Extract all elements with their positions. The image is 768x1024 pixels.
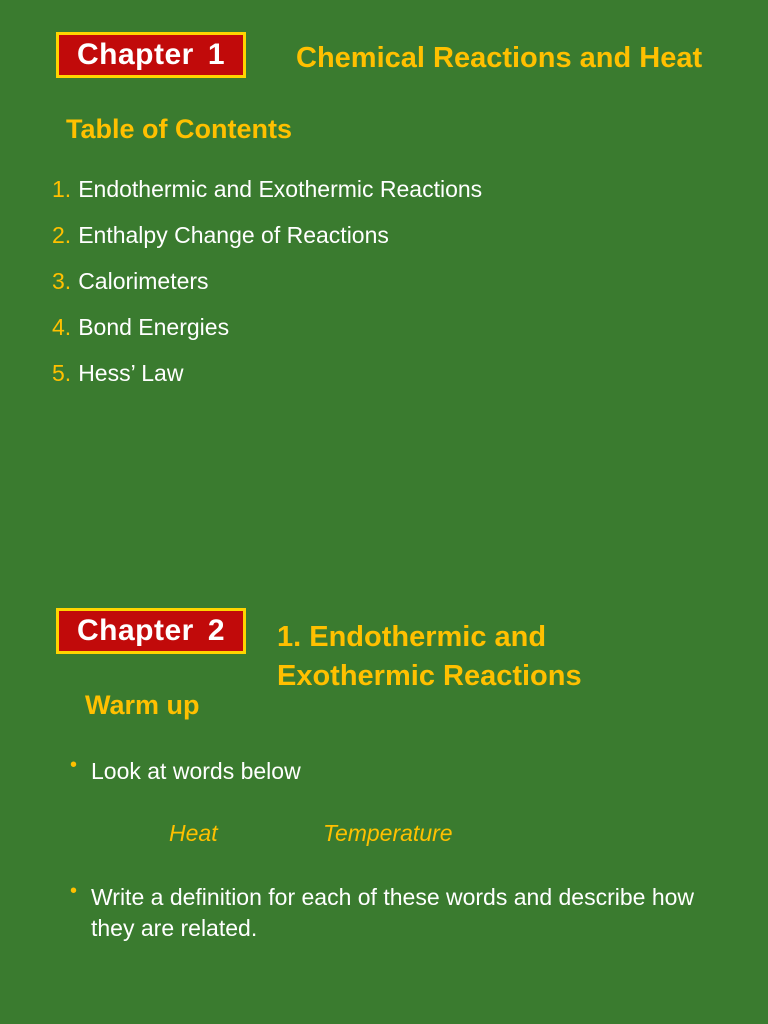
toc-item bbox=[52, 174, 482, 220]
toc-item-number: 3. bbox=[52, 268, 72, 294]
toc-item-label: Endothermic and Exothermic Reactions bbox=[78, 176, 483, 202]
section-title-line: Exothermic Reactions bbox=[277, 660, 582, 692]
keyword-heat: Heat bbox=[169, 820, 218, 846]
chapter-badge bbox=[56, 608, 246, 654]
toc-item bbox=[52, 220, 482, 266]
chapter-badge-word: Chapter bbox=[76, 614, 194, 647]
chapter-badge-word: Chapter bbox=[76, 38, 194, 71]
section-title-line: 1. Endothermic and bbox=[277, 621, 547, 653]
bullet-dot-icon: • bbox=[70, 880, 78, 902]
bullet-item bbox=[70, 882, 730, 944]
toc-list bbox=[52, 174, 482, 404]
chapter-badge bbox=[56, 32, 246, 78]
bullet-text: Look at words below bbox=[91, 758, 301, 784]
toc-item-number: 2. bbox=[52, 222, 72, 248]
bullet-item bbox=[70, 756, 730, 787]
toc-item-label: Enthalpy Change of Reactions bbox=[78, 222, 389, 248]
bullet-dot-icon: • bbox=[70, 754, 78, 776]
toc-item bbox=[52, 266, 482, 312]
toc-item-label: Bond Energies bbox=[78, 314, 230, 340]
toc-item-number: 4. bbox=[52, 314, 72, 340]
toc-heading: Table of Contents bbox=[66, 114, 292, 144]
toc-item bbox=[52, 312, 482, 358]
chapter-badge-number: 1 bbox=[207, 38, 226, 71]
warmup-heading: Warm up bbox=[85, 690, 200, 720]
section-title bbox=[277, 618, 582, 696]
toc-item bbox=[52, 358, 482, 404]
keyword-temperature: Temperature bbox=[323, 820, 453, 846]
toc-item-number: 5. bbox=[52, 360, 72, 386]
toc-item-number: 1. bbox=[52, 176, 72, 202]
toc-item-label: Hess’ Law bbox=[78, 360, 184, 386]
bullet-text: Write a definition for each of these words and describe how they are related. bbox=[91, 884, 695, 941]
chapter-badge-number: 2 bbox=[207, 614, 226, 647]
chapter-title: Chemical Reactions and Heat bbox=[296, 42, 703, 74]
toc-item-label: Calorimeters bbox=[78, 268, 209, 294]
